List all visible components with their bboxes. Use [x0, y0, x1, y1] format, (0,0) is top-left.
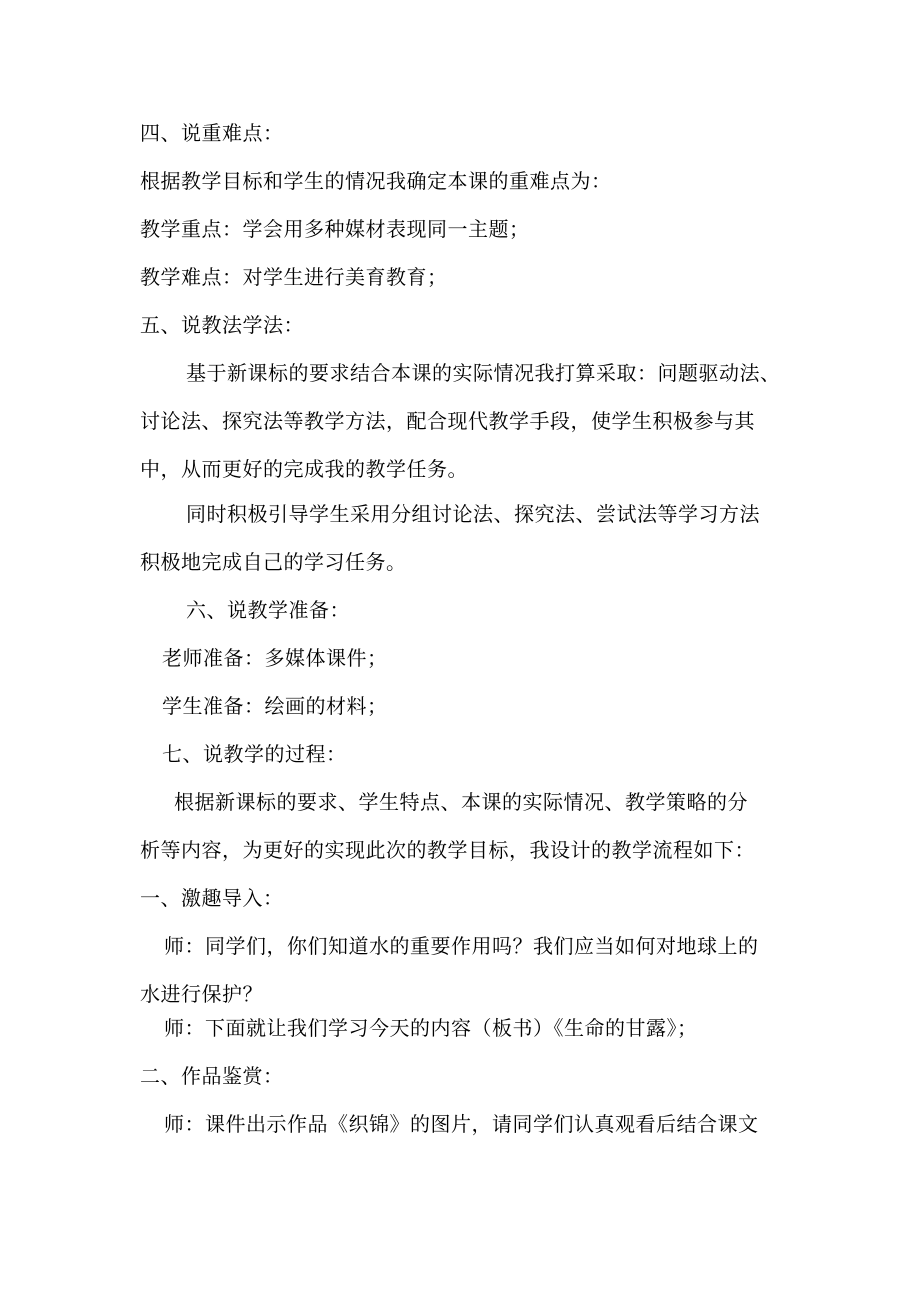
- paragraph-line: 同时积极引导学生采用分组讨论法、探究法、尝试法等学习方法: [186, 502, 760, 526]
- paragraph-line: 中，从而更好的完成我的教学任务。: [140, 457, 468, 481]
- paragraph-line: 老师准备：多媒体课件；: [162, 646, 388, 670]
- heading-introduction: 一、激趣导入：: [140, 886, 284, 910]
- paragraph-line: 根据教学目标和学生的情况我确定本课的重难点为：: [140, 169, 612, 193]
- paragraph-line: 师：课件出示作品《织锦》的图片，请同学们认真观看后结合课文: [164, 1112, 759, 1136]
- paragraph-line: 教学重点：学会用多种媒材表现同一主题；: [140, 217, 530, 241]
- paragraph-line: 析等内容，为更好的实现此次的教学目标，我设计的教学流程如下：: [140, 838, 755, 862]
- heading-key-difficult-points: 四、说重难点：: [140, 121, 284, 145]
- paragraph-line: 讨论法、探究法等教学方法，配合现代教学手段，使学生积极参与其: [140, 409, 755, 433]
- heading-teaching-methods: 五、说教法学法：: [140, 313, 304, 337]
- paragraph-line: 学生准备：绘画的材料；: [162, 694, 388, 718]
- paragraph-line: 教学难点：对学生进行美育教育；: [140, 265, 448, 289]
- paragraph-line: 师：同学们，你们知道水的重要作用吗？我们应当如何对地球上的: [164, 934, 759, 958]
- paragraph-line: 积极地完成自己的学习任务。: [140, 550, 407, 574]
- paragraph-line: 师：下面就让我们学习今天的内容（板书）《生命的甘露》；: [164, 1016, 698, 1040]
- paragraph-line: 水进行保护？: [140, 982, 263, 1006]
- paragraph-line: 基于新课标的要求结合本课的实际情况我打算采取：问题驱动法、: [186, 361, 781, 385]
- heading-teaching-process: 七、说教学的过程：: [162, 742, 347, 766]
- heading-teaching-preparation: 六、说教学准备：: [186, 598, 350, 622]
- paragraph-line: 根据新课标的要求、学生特点、本课的实际情况、教学策略的分: [174, 790, 748, 814]
- heading-work-appreciation: 二、作品鉴赏：: [140, 1064, 284, 1088]
